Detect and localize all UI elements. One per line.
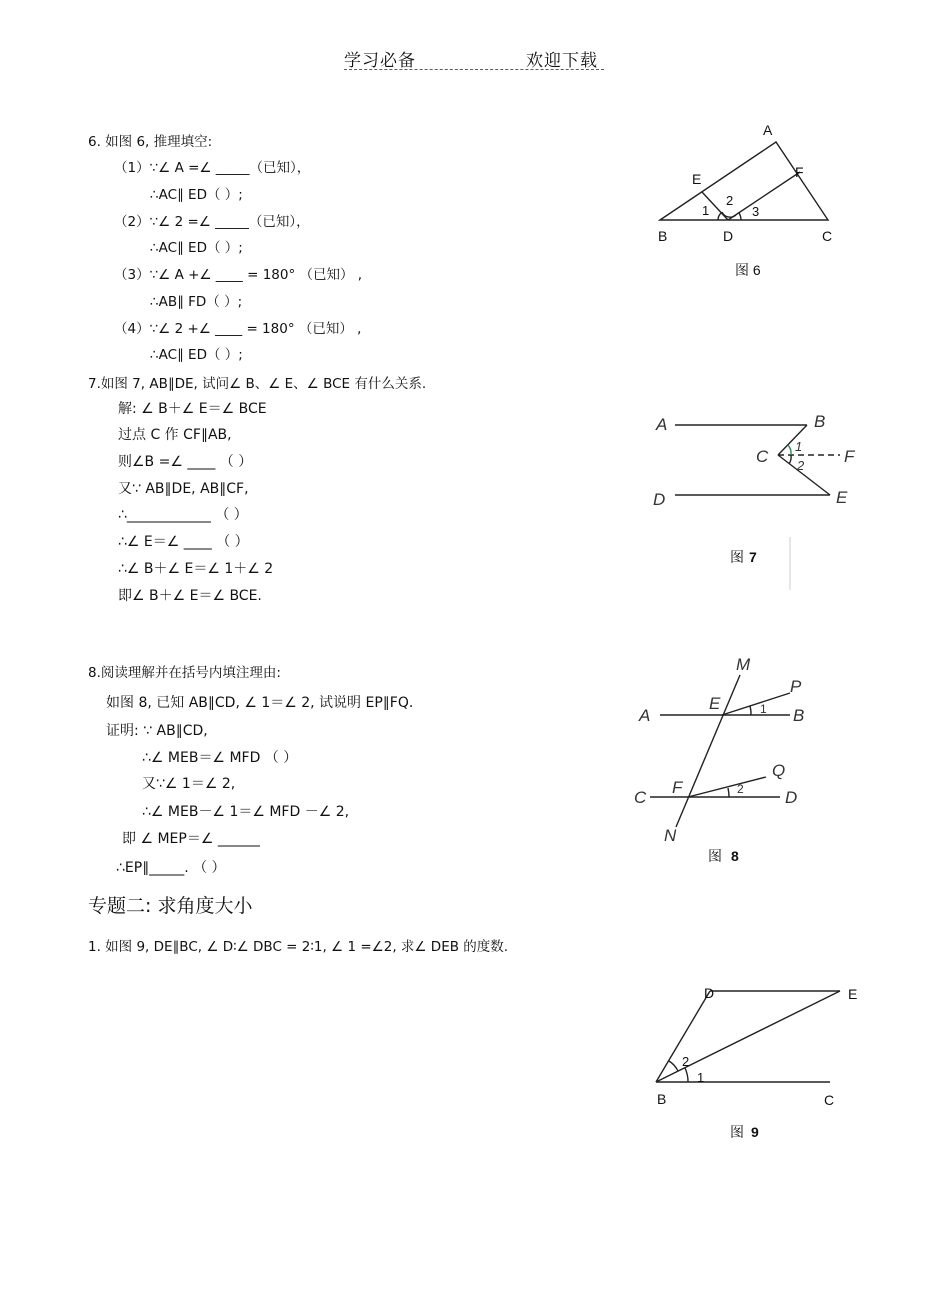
fig6-angle-3: 3 <box>752 204 760 219</box>
fig7-caption: 图 <box>730 549 744 565</box>
fig6-angle-2: 2 <box>726 193 734 208</box>
fig9-caption: 图 <box>730 1124 744 1140</box>
fig8-ray-fq <box>688 777 766 797</box>
section-2-question-1: 1. 如图 9, DE∥BC, ∠ D∶∠ DBC = 2∶1, ∠ 1 =∠2, 求∠ DEB 的度数. <box>88 939 509 955</box>
fig8-label-d: D <box>785 788 798 807</box>
fig6-label-a: A <box>763 122 773 138</box>
fig6-triangle-abc <box>660 142 828 220</box>
fig8-label-p: P <box>790 677 802 696</box>
q6-line-8: ∴AC∥ ED（ ）; <box>150 347 243 363</box>
header-right: 欢迎下载 <box>526 51 598 71</box>
q6-line-5: （3）∵∠ A +∠ ____ = 180° （已知） , <box>114 267 363 283</box>
fig9-label-e: E <box>848 986 858 1002</box>
q8-line-4: 又∵∠ 1＝∠ 2, <box>142 776 236 792</box>
fig7-segment-bc <box>778 425 807 455</box>
fig9-label-d: D <box>704 985 715 1001</box>
fig9-label-c: C <box>824 1092 835 1108</box>
fig8-label-e: E <box>709 694 721 713</box>
header-underline <box>344 69 604 70</box>
fig6-label-e: E <box>692 171 702 187</box>
q7-line-7: ∴∠ B＋∠ E＝∠ 1＋∠ 2 <box>118 561 274 577</box>
q8-line-1: 如图 8, 已知 AB∥CD, ∠ 1＝∠ 2, 试说明 EP∥FQ. <box>106 695 414 711</box>
q7-line-1: 解: ∠ B＋∠ E＝∠ BCE <box>118 401 267 417</box>
figure-9 <box>645 980 865 1145</box>
fig9-angle-1: 1 <box>697 1070 705 1085</box>
fig8-label-a: A <box>639 706 651 725</box>
fig8-label-m: M <box>736 655 751 674</box>
q6-line-2: ∴AC∥ ED（ ）; <box>150 187 243 203</box>
fig9-label-b: B <box>657 1091 667 1107</box>
q6-line-6: ∴AB∥ FD（ ）; <box>150 294 243 310</box>
q7-line-3: 则∠B =∠ ____ （ ） <box>118 454 253 470</box>
figure-7 <box>650 405 860 575</box>
fig9-arc-1 <box>685 1068 688 1082</box>
fig9-arc-2 <box>669 1061 678 1071</box>
q7-line-4: 又∵ AB∥DE, AB∥CF, <box>118 481 249 497</box>
fig8-angle-2: 2 <box>737 782 744 796</box>
fig7-label-d: D <box>653 490 666 509</box>
fig7-arc-2 <box>789 455 791 464</box>
fig6-caption: 图 6 <box>735 262 761 278</box>
fig6-label-c: C <box>822 228 833 244</box>
q8-title: 8.阅读理解并在括号内填注理由: <box>88 665 281 681</box>
header-left: 学习必备 <box>344 51 416 71</box>
q8-line-2: 证明: ∵ AB∥CD, <box>106 723 208 739</box>
q6-line-1: （1）∵∠ A =∠ _____（已知）， <box>114 160 311 176</box>
q8-line-3: ∴∠ MEB＝∠ MFD （ ） <box>142 750 298 766</box>
q7-line-6: ∴∠ E＝∠ ____ （ ） <box>118 534 249 550</box>
fig8-ray-ep <box>722 693 790 715</box>
q6-line-4: ∴AC∥ ED（ ）; <box>150 240 243 256</box>
q8-line-5: ∴∠ MEB－∠ 1＝∠ MFD －∠ 2, <box>142 804 350 820</box>
fig8-label-f: F <box>672 778 683 797</box>
fig8-caption-number: 8 <box>731 848 739 864</box>
fig7-label-e: E <box>836 488 848 507</box>
figure-8 <box>630 650 820 870</box>
figure-6 <box>650 120 840 285</box>
fig8-arc-1 <box>750 706 751 715</box>
section-2-title: 专题二: 求角度大小 <box>88 895 253 917</box>
fig7-angle-2: 2 <box>797 458 805 473</box>
fig8-caption: 图 <box>708 848 722 864</box>
q6-line-7: （4）∵∠ 2 +∠ ____ = 180° （已知） , <box>114 321 362 337</box>
fig7-arc-1 <box>788 445 791 455</box>
fig8-label-c: C <box>634 788 647 807</box>
fig9-caption-number: 9 <box>751 1124 759 1140</box>
q6-title: 6. 如图 6, 推理填空: <box>88 134 213 150</box>
fig8-label-q: Q <box>772 761 786 780</box>
fig6-arc-1 <box>718 213 721 220</box>
q8-line-7: ∴EP∥_____. （ ） <box>116 860 226 876</box>
fig7-label-a: A <box>656 415 668 434</box>
fig8-angle-1: 1 <box>760 702 767 716</box>
q8-line-6: 即 ∠ MEP＝∠ ______ <box>122 831 260 847</box>
q7-line-2: 过点 C 作 CF∥AB, <box>118 427 232 443</box>
fig7-label-b: B <box>814 412 826 431</box>
fig7-label-f: F <box>844 447 855 466</box>
fig8-label-n: N <box>664 826 677 845</box>
q7-title: 7.如图 7, AB∥DE, 试问∠ B、∠ E、∠ BCE 有什么关系. <box>88 376 427 392</box>
fig8-arc-2 <box>728 788 729 797</box>
fig6-segment-df <box>728 172 800 220</box>
fig7-label-c: C <box>756 447 769 466</box>
fig6-label-d: D <box>723 228 734 244</box>
fig7-caption-number: 7 <box>749 549 757 565</box>
fig6-arc-3 <box>739 213 741 220</box>
q7-line-5: ∴____________ （ ） <box>118 507 248 523</box>
fig7-angle-1: 1 <box>795 439 803 454</box>
fig6-label-b: B <box>658 228 668 244</box>
fig6-angle-1: 1 <box>702 203 710 218</box>
fig6-label-f: F <box>795 164 804 180</box>
fig8-line-mn <box>676 675 740 827</box>
q7-line-8: 即∠ B＋∠ E＝∠ BCE. <box>118 588 262 604</box>
fig8-label-b: B <box>793 706 805 725</box>
q6-line-3: （2）∵∠ 2 =∠ _____（已知）， <box>114 214 310 230</box>
fig9-angle-2: 2 <box>682 1054 690 1069</box>
